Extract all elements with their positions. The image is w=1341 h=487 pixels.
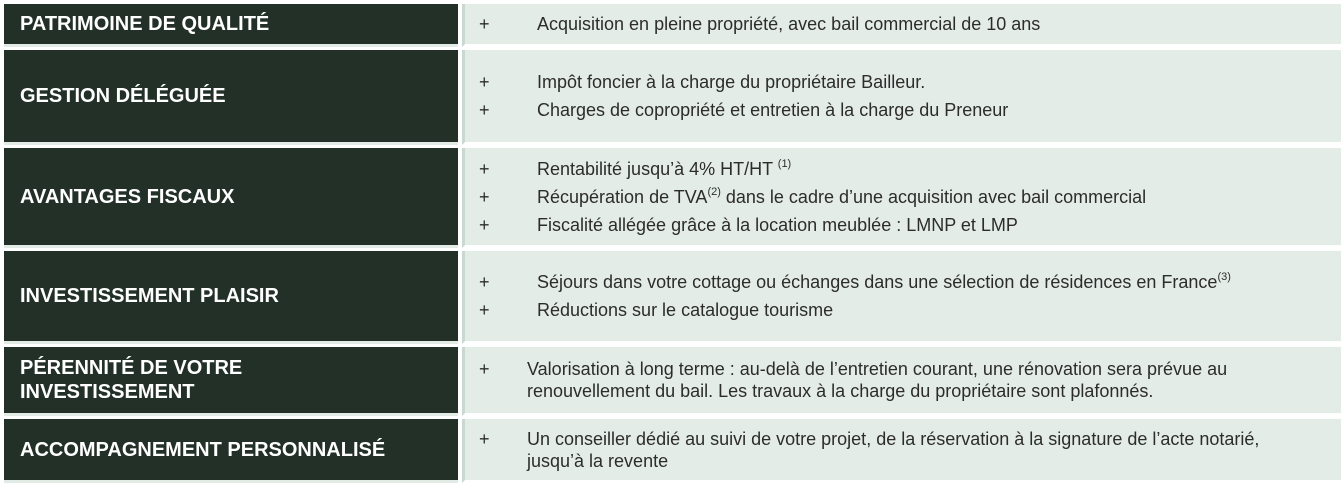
row-label: ACCOMPAGNEMENT PERSONNALISÉ — [4, 419, 458, 483]
list-item — [479, 271, 1341, 293]
row-content — [462, 4, 1341, 47]
row-label: GESTION DÉLÉGUÉE — [4, 50, 458, 145]
table-row-plaisir — [4, 251, 1341, 344]
table-row-accompagnement — [4, 419, 1341, 483]
plus-bullet-icon: + — [479, 428, 490, 449]
row-label: AVANTAGES FISCAUX — [4, 148, 458, 248]
plus-bullet-icon: + — [479, 214, 490, 235]
list-item — [479, 358, 1341, 402]
plus-bullet-icon: + — [479, 72, 490, 92]
plus-bullet-icon: + — [479, 300, 490, 320]
row-label: PÉRENNITÉ DE VOTRE INVESTISSEMENT — [4, 347, 458, 416]
list-item — [479, 299, 1341, 321]
item-text: Charges de copropriété et entretien à la charge du Preneur — [537, 100, 1009, 120]
plus-bullet-icon: + — [479, 14, 490, 34]
item-text: Séjours dans votre cottage ou échanges dans une sélection de résidences en France$^{(3)}$ — [537, 271, 1231, 292]
table-row-avantages — [4, 148, 1341, 248]
list-item — [479, 214, 1341, 236]
item-text: Un conseiller dédié au suivi de votre projet, de la réservation à la signature de l’acte notarié, jusqu’à la revente — [527, 428, 1260, 471]
plus-bullet-icon: + — [479, 186, 490, 207]
item-text: Impôt foncier à la charge du propriétaire Bailleur. — [537, 72, 926, 92]
list-item — [479, 13, 1341, 35]
footnote-ref: (1) — [777, 157, 792, 170]
row-content — [462, 148, 1341, 248]
plus-bullet-icon: + — [479, 272, 490, 292]
list-item — [479, 158, 1341, 180]
row-content — [462, 347, 1341, 416]
item-text: Réductions sur le catalogue tourisme — [537, 300, 834, 320]
row-content — [462, 419, 1341, 483]
footnote-ref: (3) — [1217, 271, 1231, 283]
list-item — [479, 186, 1341, 208]
item-text: Acquisition en pleine propriété, avec bail commercial de 10 ans — [537, 14, 1041, 34]
row-content — [462, 251, 1341, 344]
plus-bullet-icon: + — [479, 100, 490, 120]
plus-bullet-icon: + — [479, 158, 490, 179]
table-row-gestion — [4, 50, 1341, 145]
row-content — [462, 50, 1341, 145]
list-item — [479, 99, 1341, 121]
item-text: Fiscalité allégée grâce à la location meublée : LMNP et LMP — [537, 214, 1018, 235]
item-text: Récupération de TVA$^{(2)}$ dans le cadre d’une acquisition avec bail commercial — [537, 185, 1147, 207]
table-row-patrimoine — [4, 4, 1341, 47]
item-text: Valorisation à long terme : au-delà de l’entretien courant, une rénovation sera prévue au renouvellement du bail. Les travaux à la charge du propriétaire sont plafonnés. — [527, 359, 1228, 401]
item-text: Rentabilité jusqu’à 4% HT/HT $^{(1)}$ — [537, 157, 792, 179]
footnote-ref: (2) — [707, 185, 721, 198]
row-label: PATRIMOINE DE QUALITÉ — [4, 4, 458, 47]
row-label: INVESTISSEMENT PLAISIR — [4, 251, 458, 344]
list-item — [479, 428, 1341, 472]
plus-bullet-icon: + — [479, 359, 490, 379]
table-row-perennite — [4, 347, 1341, 416]
list-item — [479, 71, 1341, 93]
